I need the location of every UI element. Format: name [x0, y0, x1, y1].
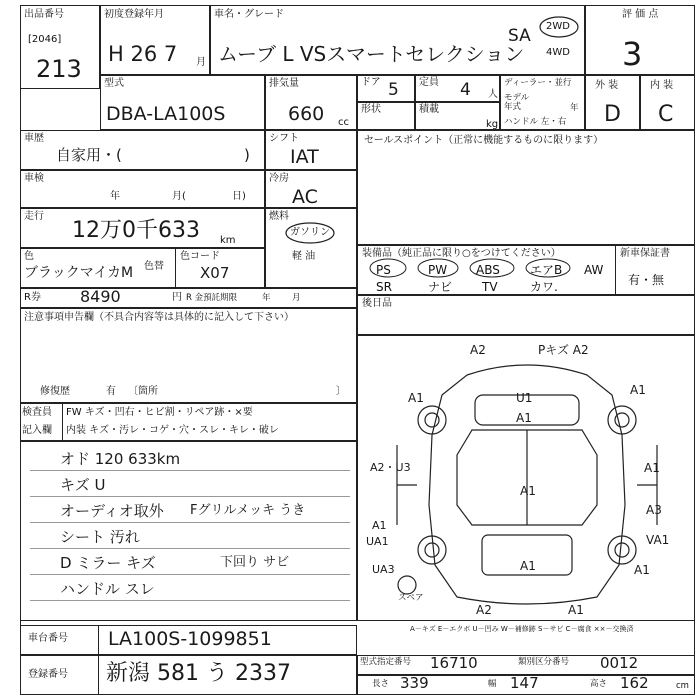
inspection-day: 日) [232, 191, 246, 202]
inspector-interior-line: 内装 キズ・汚レ・コゲ・穴・スレ・キレ・破レ [66, 425, 279, 436]
diag-mark-4: U1 [516, 391, 533, 405]
lot-number: 213 [36, 55, 82, 83]
recycle-year: 年 [262, 293, 271, 303]
inspector-label-2: 記入欄 [22, 425, 52, 436]
score-value: 3 [622, 35, 643, 73]
shape-label: 形状 [361, 104, 381, 115]
rear-seat-label: 後日品 [362, 298, 392, 309]
class-label: 類別区分番号 [518, 657, 570, 667]
color-value: ブラックマイカM [24, 265, 134, 281]
equip-item-leather: カワ. [530, 280, 558, 294]
chassis-value: LA100S-1099851 [108, 628, 272, 650]
equip-item-pw: PW [428, 263, 448, 277]
equipment-circles [362, 256, 612, 278]
mileage-unit: km [220, 235, 236, 246]
selling-label: セールスポイント（正常に機能するものに限ります） [364, 135, 604, 146]
mileage-value: 12万0千633 [72, 218, 200, 243]
exterior-label: 外 装 [595, 80, 619, 91]
displacement-label: 排気量 [269, 78, 299, 89]
interior-value: C [658, 102, 674, 127]
inspection-box [20, 170, 265, 208]
notes-label: 注意事項申告欄（不具合内容等は具体的に記入して下さい） [24, 312, 294, 323]
diag-mark-13: UA1 [366, 535, 389, 548]
equipment-label: 装備品（純正品に限り○をつけてください） [362, 248, 561, 259]
note-3: オーディオ取外 [60, 502, 164, 520]
lot-sub: [2046] [28, 34, 62, 45]
registration-divider [98, 655, 99, 695]
height-label: 高さ [590, 679, 608, 689]
model-label: 車名・グレード [214, 9, 284, 20]
diag-mark-9: A1 [644, 461, 660, 475]
interior-label: 内 装 [650, 80, 674, 91]
repair-label: 修復歴 [40, 386, 70, 397]
diag-mark-1: A2 [470, 343, 486, 357]
model-suffix: SA [508, 26, 531, 46]
displacement-unit: cc [338, 117, 349, 128]
doors-label: ドア [361, 77, 381, 88]
repair-value: 有 [106, 386, 116, 397]
selling-box [357, 130, 695, 245]
equip-item-navi: ナビ [428, 280, 453, 294]
diag-mark-12: A1 [372, 519, 387, 532]
note-4: シート 汚れ [60, 528, 140, 546]
shift-value: IAT [290, 146, 319, 168]
width-value: 147 [510, 674, 539, 692]
repair-close: 〕 [336, 386, 346, 397]
recycle-label: R券 [24, 292, 41, 303]
model-value: ムーブ L VSスマートセレクション [218, 42, 525, 66]
weight-label: 型式指定番号 [360, 657, 412, 667]
history-close: ) [244, 146, 250, 164]
diag-mark-10: A3 [646, 503, 662, 517]
first-reg-month-unit: 月 [196, 57, 206, 68]
model-year-label: モデル年式 [504, 93, 530, 112]
seats-label: 定員 [419, 77, 439, 88]
rule-2 [30, 496, 350, 497]
note-2: キズ U [60, 476, 106, 494]
fuel-gas: ガソリン [290, 227, 330, 238]
chassis-label: 車台番号 [28, 633, 68, 644]
note-5: D ミラー キズ [60, 554, 156, 572]
rear-box [357, 295, 695, 335]
diag-mark-7: A2・U3 [370, 461, 411, 474]
fuel-gas-circle [282, 220, 342, 246]
lot-label: 出品番号 [24, 9, 64, 20]
recycle-value: 8490 [80, 287, 121, 306]
repair-location: 〔箇所 [128, 386, 158, 397]
inspector-fw-line: FW キズ・凹右・ヒビ割・リペア跡・×要 [66, 407, 253, 418]
diag-mark-5: A1 [630, 383, 646, 397]
first-reg-value: H 26 7 [108, 42, 178, 66]
ac-label: 冷房 [269, 173, 289, 184]
registration-label: 登録番号 [28, 669, 68, 680]
cm-unit: cm [676, 681, 689, 691]
load-unit: kg [486, 119, 499, 130]
score-label: 評 価 点 [622, 9, 659, 20]
diag-spare-label: スペア [398, 593, 424, 603]
history-label: 車歴 [24, 133, 44, 144]
length-value: 339 [400, 674, 429, 692]
diag-mark-16: A1 [634, 563, 650, 577]
drive-2wd-circle [538, 14, 580, 40]
rule-1 [30, 470, 350, 471]
handle-label: ハンドル 左・右 [504, 117, 567, 127]
diag-mark-14: A1 [520, 559, 536, 573]
first-reg-label: 初度登録年月 [104, 9, 164, 20]
inspector-label-1: 検査員 [22, 407, 52, 418]
drive-4wd: 4WD [546, 47, 570, 58]
warranty-options: 有・無 [628, 273, 665, 287]
history-value: 自家用・( [56, 146, 122, 164]
recycle-month: 月 [292, 293, 301, 303]
dealer-label: ディーラー・並行 [504, 78, 572, 88]
exterior-value: D [604, 102, 621, 127]
note-right-2: 下回り サビ [220, 555, 290, 570]
color-change-label: 色替 [144, 261, 164, 272]
mileage-label: 走行 [24, 211, 44, 222]
drive-2wd: 2WD [546, 21, 570, 32]
car-diagram [357, 335, 695, 621]
year-unit: 年 [570, 103, 579, 113]
diag-mark-17: A2 [476, 603, 492, 617]
inspection-year: 年 [110, 191, 120, 202]
inspector-divider [62, 403, 63, 441]
shift-label: シフト [269, 133, 299, 144]
note-right-1: Fグリルメッキ うき [190, 503, 306, 518]
rule-3 [30, 522, 350, 523]
note-1: オド 120 633km [60, 450, 181, 468]
color-divider [175, 248, 176, 288]
seats-unit: 人 [488, 89, 498, 100]
equip-item-abs: ABS [476, 263, 500, 277]
diag-mark-11: VA1 [646, 533, 670, 547]
equip-item-airbag: エアB [530, 263, 563, 277]
diag-mark-3: A1 [408, 391, 424, 405]
equip-item-ps: PS [376, 263, 391, 277]
note-6: ハンドル スレ [60, 580, 155, 598]
length-label: 長さ [372, 679, 390, 689]
color-code-value: X07 [200, 264, 230, 282]
diag-mark-2: Pキズ A2 [538, 343, 589, 357]
width-label: 幅 [488, 679, 497, 689]
type-value: DBA-LA100S [106, 103, 226, 125]
warranty-divider [615, 245, 616, 295]
diag-mark-15: UA3 [372, 563, 395, 576]
displacement-value: 660 [288, 103, 325, 125]
inspection-month: 月( [172, 191, 186, 202]
equip-item-sr: SR [376, 280, 392, 294]
rule-5 [30, 574, 350, 575]
fuel-diesel: 軽 油 [292, 251, 316, 262]
color-label: 色 [24, 251, 34, 262]
type-label: 型式 [104, 78, 124, 89]
weight-value: 16710 [430, 654, 478, 672]
equip-item-tv: TV [482, 280, 498, 294]
registration-value: 新潟 581 う 2337 [106, 661, 291, 686]
inspection-label: 車検 [24, 173, 44, 184]
chassis-divider [98, 625, 99, 655]
fuel-label: 燃料 [269, 211, 289, 222]
recycle-unit: 円 [172, 292, 182, 303]
doors-value: 5 [388, 80, 399, 100]
recycle-storage-label: R 金預託期限 [186, 293, 238, 303]
equip-item-aw: AW [584, 263, 604, 277]
class-value: 0012 [600, 654, 639, 672]
diag-mark-6: A1 [516, 411, 532, 425]
footer-legend: A－キズ E－エクボ U－凹み W－補修跡 S－サビ C－腐食 ××－交換済 [410, 625, 634, 633]
diag-mark-8: A1 [520, 484, 536, 498]
diag-mark-18: A1 [568, 603, 584, 617]
load-label: 積載 [419, 104, 439, 115]
seats-value: 4 [460, 80, 471, 100]
height-value: 162 [620, 674, 649, 692]
ac-value: AC [292, 186, 318, 208]
rule-4 [30, 548, 350, 549]
rule-6 [30, 600, 350, 601]
warranty-label: 新車保証書 [620, 248, 670, 259]
color-code-label: 色コード [180, 251, 220, 262]
